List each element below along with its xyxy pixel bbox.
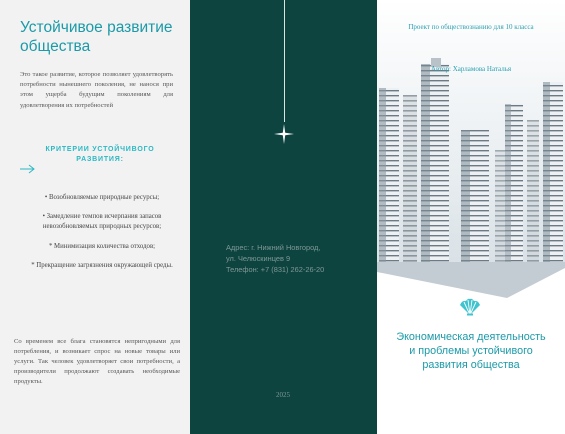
criteria-item: • Замедление темпов исчерпания запасов невозобновляемых природных ресурсов; (42, 213, 162, 231)
phone-number: Телефон: +7 (831) 262-26-20 (226, 265, 325, 274)
left-panel-title: Устойчивое развитие общества (20, 19, 173, 55)
criteria-list (22, 193, 182, 280)
definition-text: Это такое развитие, которое позволяет удовлетворять потребности нынешнего поколения, не нанося при этом ущерба будущим поколениям для удовлетворения их потребностей (20, 71, 173, 109)
closing-text: Со временем все блага становятся непригодными для потребления, и возникает спрос на новые товары или услуги. Так человек удовлетворяет свои потребности, а производители продолжают создавать необходимые продукты. (14, 338, 180, 385)
criteria-item: * Прекращение загрязнения окружающей среды. (31, 261, 173, 269)
sparkle-icon (274, 124, 294, 144)
criteria-item: * Минимизация количества отходов; (48, 242, 156, 250)
skyscrapers-photo (377, 0, 565, 300)
criteria-item: • Возобновляемые природные ресурсы; (44, 194, 160, 201)
decorative-vertical-line (284, 0, 285, 122)
cover-title: Экономическая деятельность и проблемы устойчивого развития общества (396, 331, 546, 371)
shell-logo-icon (458, 298, 482, 316)
contact-block (226, 242, 356, 275)
left-panel (0, 0, 190, 434)
arrow-right-icon (20, 164, 36, 174)
project-subtitle: Проект по обществознанию для 10 класса (408, 23, 534, 31)
author-name: Автор: Харламова Наталья (430, 65, 512, 73)
year-label: 2025 (276, 391, 290, 399)
criteria-heading: КРИТЕРИИ УСТОЙЧИВОГО РАЗВИТИЯ: (45, 146, 155, 163)
address-line: Адрес: г. Нижний Новгород, (226, 243, 321, 252)
address-line: ул. Челюскинцев 9 (226, 254, 291, 263)
